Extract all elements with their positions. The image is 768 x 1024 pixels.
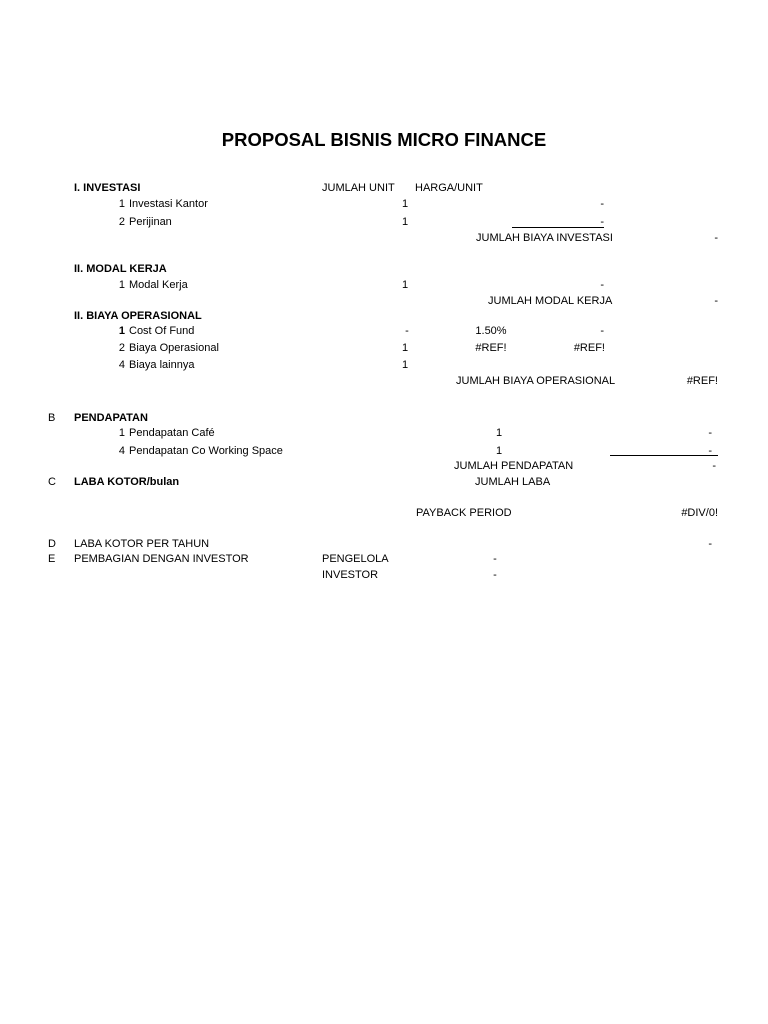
payback-value: #DIV/0! xyxy=(681,507,718,519)
item-harga: - xyxy=(600,216,604,228)
section-letter-b: B xyxy=(48,412,56,424)
laba-tahun-value: - xyxy=(708,538,712,550)
item-name: Pendapatan Co Working Space xyxy=(129,445,283,457)
row-number: 4 xyxy=(118,359,125,371)
section-heading-modal-kerja: II. MODAL KERJA xyxy=(74,263,167,275)
item-value: - xyxy=(708,427,712,439)
laba-tahun-label: LABA KOTOR PER TAHUN xyxy=(74,538,210,550)
section-heading-investasi: I. INVESTASI xyxy=(74,182,141,194)
payback-label: PAYBACK PERIOD xyxy=(416,507,512,519)
pembagian-row-value: - xyxy=(493,569,497,581)
item-harga: 1.50% xyxy=(475,325,507,337)
row-number: 2 xyxy=(118,216,125,228)
subtotal-underline xyxy=(512,227,604,228)
item-unit: 1 xyxy=(401,342,409,354)
item-name: Perijinan xyxy=(129,216,172,228)
section-letter-d: D xyxy=(48,538,56,550)
subtotal-underline xyxy=(610,455,718,456)
item-harga: - xyxy=(600,279,604,291)
item-unit: 1 xyxy=(401,216,409,228)
item-name: Cost Of Fund xyxy=(129,325,195,337)
row-number: 1 xyxy=(118,279,125,291)
item-unit: 1 xyxy=(401,279,409,291)
total-label-investasi: JUMLAH BIAYA INVESTASI xyxy=(476,232,613,244)
section-letter-c: C xyxy=(48,476,56,488)
row-number: 2 xyxy=(118,342,125,354)
item-name: Modal Kerja xyxy=(129,279,188,291)
item-value: - xyxy=(708,445,712,457)
pembagian-row-name: INVESTOR xyxy=(322,569,379,581)
total-label-modal-kerja: JUMLAH MODAL KERJA xyxy=(488,295,613,307)
section-letter-e: E xyxy=(48,553,56,565)
section-heading-pendapatan: PENDAPATAN xyxy=(74,412,148,424)
row-number: 1 xyxy=(118,427,125,439)
item-unit: 1 xyxy=(401,198,409,210)
row-number: 1 xyxy=(118,325,125,337)
item-total: - xyxy=(600,325,604,337)
section-heading-biaya-operasional: II. BIAYA OPERASIONAL xyxy=(74,310,202,322)
row-number: 1 xyxy=(118,198,125,210)
item-unit: 1 xyxy=(495,427,503,439)
item-name: Biaya Operasional xyxy=(129,342,219,354)
item-unit: 1 xyxy=(401,359,409,371)
item-unit: 1 xyxy=(495,445,503,457)
item-name: Biaya lainnya xyxy=(129,359,195,371)
total-label-pendapatan: JUMLAH PENDAPATAN xyxy=(454,460,574,472)
item-total: #REF! xyxy=(573,342,605,354)
total-value-modal-kerja: - xyxy=(714,295,718,307)
item-harga: #REF! xyxy=(475,342,507,354)
total-label-biaya-operasional: JUMLAH BIAYA OPERASIONAL xyxy=(456,375,616,387)
section-heading-laba: LABA KOTOR/bulan xyxy=(74,476,180,488)
column-header-harga-unit: HARGA/UNIT xyxy=(415,182,483,194)
pembagian-row-name: PENGELOLA xyxy=(322,553,389,565)
column-header-jumlah-unit: JUMLAH UNIT xyxy=(322,182,395,194)
page-title: PROPOSAL BISNIS MICRO FINANCE xyxy=(221,129,547,150)
item-harga: - xyxy=(600,198,604,210)
pembagian-label: PEMBAGIAN DENGAN INVESTOR xyxy=(74,553,249,565)
item-name: Pendapatan Café xyxy=(129,427,215,439)
total-label-laba: JUMLAH LABA xyxy=(475,476,551,488)
item-unit: - xyxy=(405,325,409,337)
total-value-investasi: - xyxy=(714,232,718,244)
pembagian-row-value: - xyxy=(493,553,497,565)
total-value-biaya-operasional: #REF! xyxy=(686,375,718,387)
row-number: 4 xyxy=(118,445,125,457)
item-name: Investasi Kantor xyxy=(129,198,208,210)
total-value-pendapatan: - xyxy=(712,460,716,472)
